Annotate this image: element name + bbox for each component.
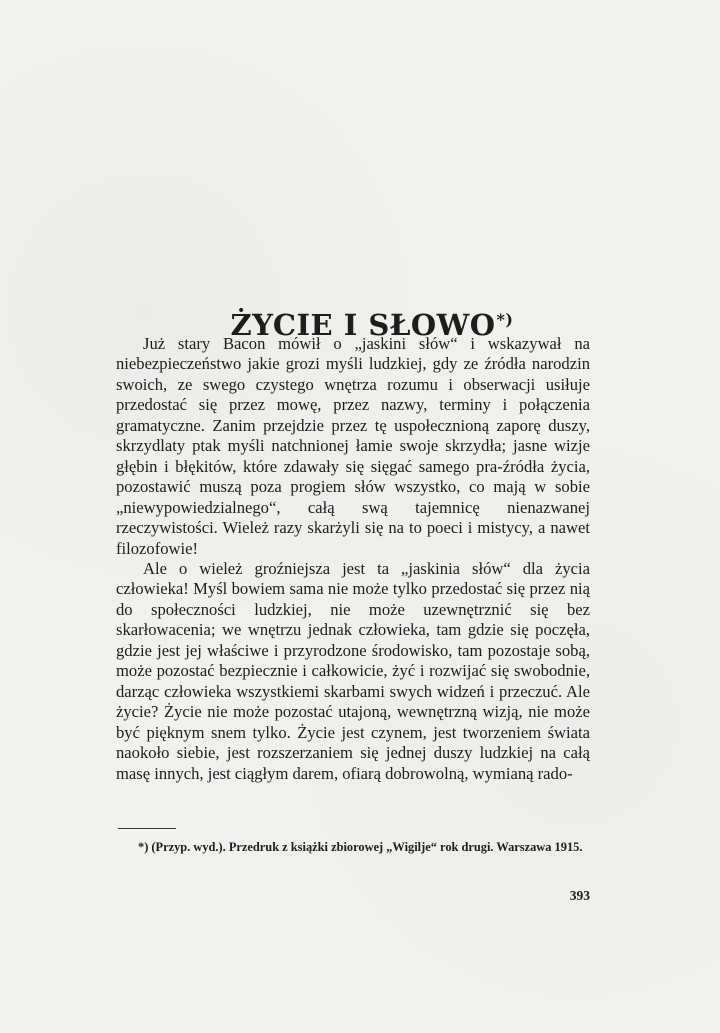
paragraph-1: Już stary Bacon mówił o „jaskini słów“ i wskazywał na niebezpieczeństwo jakie grozi myśli ludzkiej, gdy ze źródła narodzin swoich, ze swego czystego wnętrza rozumu i obserwacji usiłuje przedostać się przez mowę, przez nazwy, terminy i połączenia gramatyczne. Zanim przejdzie przez tę uspołecznioną zaporę duszy, skrzydlaty ptak myśli natchnionej łamie swoje skrzydła; jasne wizje głębin i błękitów, które zdawały się sięgać samego pra-źródła życia, pozostawić muszą poza progiem słów wszystko, co mają w sobie „niewypowiedzialnego“, całą swą tajemnicę nienazwanej rzeczywistości. Wieleż razy skarżyli się na to poeci i mistycy, a nawet filozofowie! — [116, 334, 590, 558]
footnote-separator — [118, 828, 176, 829]
footnote-text: *) (Przyp. wyd.). Przedruk z książki zbiorowej „Wigilje“ rok drugi. Warszawa 1915. — [138, 840, 583, 854]
title-footnote-mark: *) — [496, 310, 514, 330]
body-text — [116, 334, 590, 784]
footnote — [116, 838, 590, 857]
paragraph-2: Ale o wieleż groźniejsza jest ta „jaskinia słów“ dla życia człowieka! Myśl bowiem sama nie może tylko przedostać się przez nią do społeczności ludzkiej, nie może uzewnętrznić się bez skarłowacenia; we wnętrzu jednak człowieka, tam gdzie się poczęła, gdzie jest jej właściwe i przyrodzone środowisko, tam pozostaje sobą, może pozostać bezpiecznie i całkowicie, żyć i rozwijać się swobodnie, darząc człowieka wszystkiemi skarbami swych widzeń i przeczuć. Ale życie? Życie nie może pozostać utajoną, wewnętrzną wizją, nie może być pięknym snem tylko. Życie jest czynem, jest tworzeniem świata naokoło siebie, jest rozszerzaniem się jednej duszy ludzkiej na całą masę innych, jest ciągłym darem, ofiarą dobrowolną, wymianą rado- — [116, 558, 590, 783]
page-number: 393 — [569, 888, 590, 903]
title-text: ŻYCIE I SŁOWO — [230, 308, 496, 343]
